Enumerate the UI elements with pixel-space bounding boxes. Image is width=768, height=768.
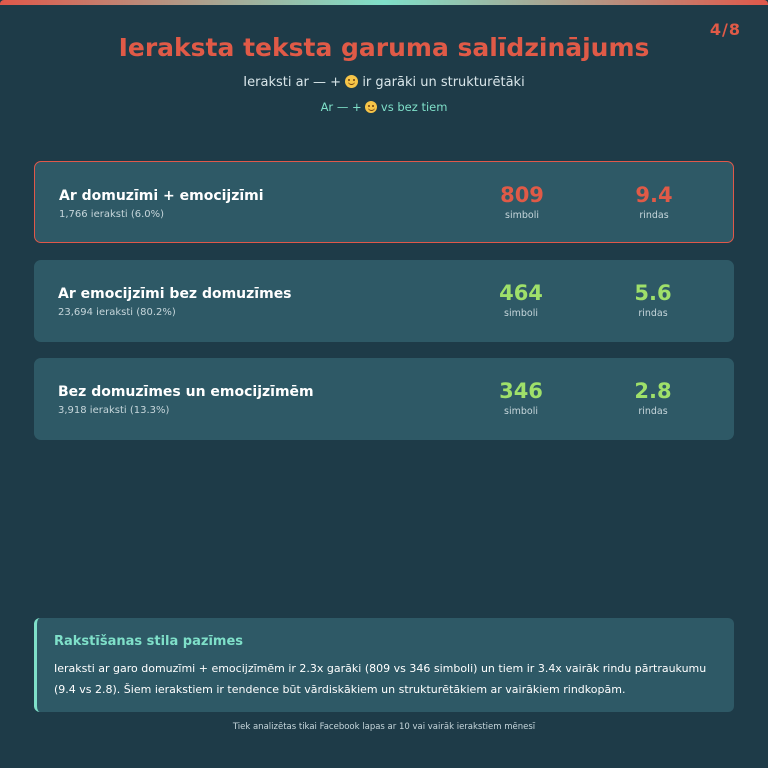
lines-label: rindas: [639, 210, 669, 221]
stat-card-emoji-only: [34, 260, 734, 342]
lines-value: 2.8: [634, 379, 672, 403]
stat-lines: [608, 280, 698, 319]
tag-text-after: vs bez tiem: [377, 100, 448, 114]
subtitle-text-before: Ieraksti ar — +: [243, 75, 346, 90]
characters-value: 809: [500, 183, 544, 207]
card-post-count: 23,694 ieraksti (80.2%): [58, 307, 176, 318]
card-title: Ar domuzīmi + emocijzīmi: [59, 188, 264, 204]
top-accent-bar: [0, 0, 768, 5]
characters-label: simboli: [505, 210, 539, 221]
insight-box: [34, 618, 734, 712]
stat-characters: [477, 182, 567, 221]
lines-value: 9.4: [635, 183, 673, 207]
card-title: Bez domuzīmes un emocijzīmēm: [58, 384, 314, 400]
subtitle-text-after: ir garāki un strukturētāki: [358, 75, 525, 90]
characters-label: simboli: [504, 308, 538, 319]
insight-title: Rakstīšanas stila pazīmes: [54, 634, 244, 649]
characters-value: 464: [499, 281, 543, 305]
lines-label: rindas: [638, 406, 668, 417]
footnote: Tiek analizētas tikai Facebook lapas ar 10 vai vairāk ierakstiem mēnesī: [232, 722, 536, 732]
page-indicator: 4/8: [709, 20, 741, 39]
page-subtitle: [0, 75, 768, 90]
stat-card-dash-emoji: [34, 161, 734, 243]
stat-card-none: [34, 358, 734, 440]
insight-text: Ieraksti ar garo domuzīmi + emocijzīmēm ir 2.3x garāki (809 vs 346 simboli) un tiem ir 3.4x vairāk rindu pārtraukumu (9.4 vs 2.8). Šiem ierakstiem ir tendence būt vārdiskākiem un strukturētākiem ar vairākiem rindkopām.: [54, 662, 707, 696]
smiling-face-icon: [365, 101, 377, 113]
lines-label: rindas: [638, 308, 668, 319]
smiling-face-icon: [345, 75, 358, 88]
stat-lines: [609, 182, 699, 221]
card-post-count: 3,918 ieraksti (13.3%): [58, 405, 170, 416]
characters-value: 346: [499, 379, 543, 403]
card-title: Ar emocijzīmi bez domuzīmes: [58, 286, 292, 302]
lines-value: 5.6: [634, 281, 672, 305]
stat-characters: [476, 280, 566, 319]
tag-text-before: Ar — +: [320, 100, 366, 114]
page-title: Ieraksta teksta garuma salīdzinājums: [118, 33, 650, 62]
stat-characters: [476, 378, 566, 417]
comparison-tag: [0, 100, 768, 114]
characters-label: simboli: [504, 406, 538, 417]
stat-lines: [608, 378, 698, 417]
card-post-count: 1,766 ieraksti (6.0%): [59, 209, 165, 220]
